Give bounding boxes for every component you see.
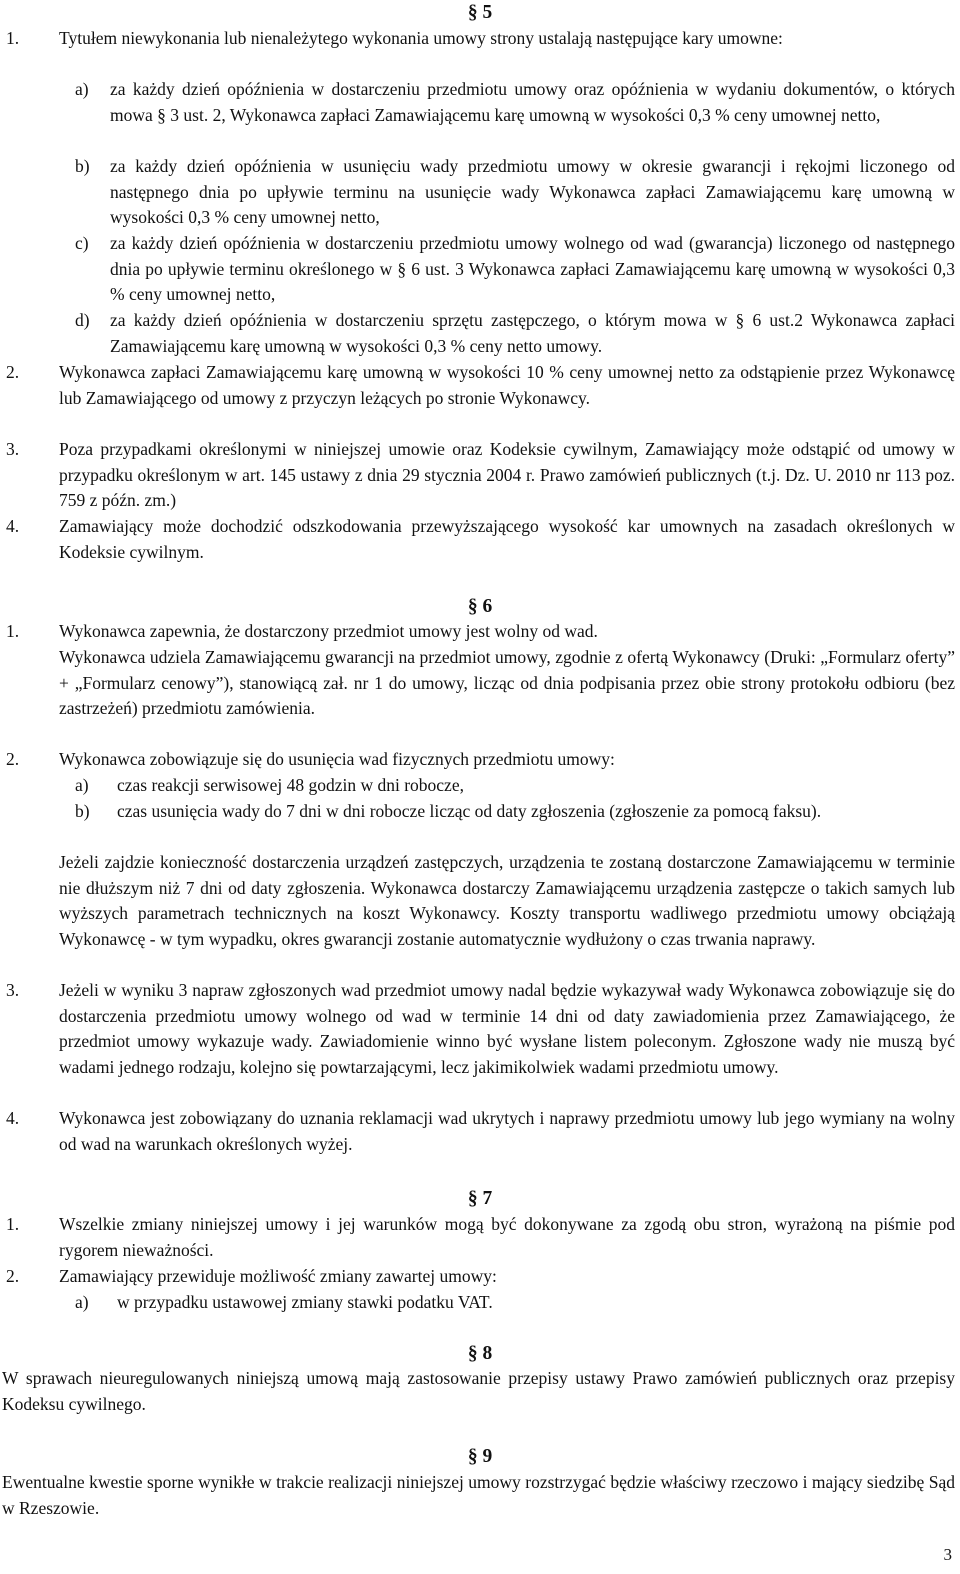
section-9-title: § 9 (467, 1446, 493, 1467)
s6-item-2b-label: b) (75, 801, 90, 821)
s7-item-2a-label: a) (75, 1292, 89, 1312)
s7-item-1-number: 1. (6, 1214, 20, 1234)
section-6-title: § 6 (467, 596, 493, 617)
s5-item-1-number: 1. (6, 28, 20, 48)
section-5-title: § 5 (467, 2, 493, 23)
s6-item-2-text-2: Jeżeli zajdzie konieczność dostarczenia urządzeń zastępczych, urządzenia te zostaną dostarczone Zamawiającemu w terminie nie dłuższym niż 7 dni od daty zgłoszenia. Wykonawca dostarczy Zamawiającemu urządzenia zastępcze o takich samych lub wyższych parametrach technicznych na koszt Wykonawcy. Koszty transportu wadliwego przedmiotu umowy obciążają Wykonawcę - w tym wypadku, okres gwarancji zostanie automatycznie wydłużony o czas trwania naprawy. (59, 852, 955, 949)
s6-item-2-number: 2. (6, 749, 20, 769)
s7-item-2-text: Zamawiający przewiduje możliwość zmiany zawartej umowy: (59, 1266, 497, 1286)
s5-item-2-number: 2. (6, 362, 20, 382)
s6-item-4-number: 4. (6, 1108, 20, 1128)
s5-item-1d-text: za każdy dzień opóźnienia w dostarczeniu sprzętu zastępczego, o którym mowa w § 6 ust.2 Wykonawca zapłaci Zamawiającemu karę umowną w wysokości 0,3 % ceny netto umowy. (110, 310, 955, 356)
s6-item-3-number: 3. (6, 980, 20, 1000)
s8-text: W sprawach nieuregulowanych niniejszą umową mają zastosowanie przepisy ustawy Prawo zamówień publicznych oraz przepisy Kodeksu cywilnego. (2, 1368, 955, 1414)
s5-item-2-text: Wykonawca zapłaci Zamawiającemu karę umowną w wysokości 10 % ceny umownej netto za odstąpienie przez Wykonawcę lub Zamawiającego od umowy z przyczyn leżących po stronie Wykonawcy. (59, 362, 955, 408)
s6-item-1-text-2: Wykonawca udziela Zamawiającemu gwarancji na przedmiot umowy, zgodnie z ofertą Wykonawcy (Druki: „Formularz oferty” + „Formularz cenowy”), stanowiącą zał. nr 1 do umowy, licząc od dnia podpisania przez obie strony protokołu odbioru (bez zastrzeżeń) przedmiotu zamówienia. (59, 647, 955, 719)
s6-item-1-number: 1. (6, 621, 20, 641)
s5-item-1c-label: c) (75, 233, 89, 253)
s6-item-1-text: Wykonawca zapewnia, że dostarczony przedmiot umowy jest wolny od wad. (59, 621, 598, 641)
s6-item-3-text: Jeżeli w wyniku 3 napraw zgłoszonych wad przedmiot umowy nadal będzie wykazywał wady Wykonawca zobowiązuje się do dostarczenia przedmiotu umowy wolnego od wad w terminie 14 dni od daty zawiadomienia przez Zamawiającego, że przedmiot umowy wykazuje wady. Zawiadomienie winno być wysłane listem poleconym. Zgłoszone wady nie muszą być wadami jednego rodzaju, kolejno się powtarzającymi, lecz jakimikolwiek wadami przedmiotu umowy. (59, 980, 955, 1077)
s5-item-1a-text: za każdy dzień opóźnienia w dostarczeniu przedmiotu umowy oraz opóźnienia w wydaniu dokumentów, o których mowa § 3 ust. 2, Wykonawca zapłaci Zamawiającemu karę umowną w wysokości 0,3 % ceny umownej netto, (110, 79, 955, 125)
section-8-title: § 8 (467, 1343, 493, 1364)
s5-item-4-number: 4. (6, 516, 20, 536)
s5-item-4-text: Zamawiający może dochodzić odszkodowania przewyższającego wysokość kar umownych na zasadach określonych w Kodeksie cywilnym. (59, 516, 955, 562)
page-number: 3 (943, 1545, 952, 1564)
s7-item-1-text: Wszelkie zmiany niniejszej umowy i jej warunków mogą być dokonywane za zgodą obu stron, wyrażoną na piśmie pod rygorem nieważności. (59, 1214, 955, 1260)
s6-item-2-text: Wykonawca zobowiązuje się do usunięcia wad fizycznych przedmiotu umowy: (59, 749, 615, 769)
s5-item-1b-label: b) (75, 156, 90, 176)
s7-item-2-number: 2. (6, 1266, 20, 1286)
s5-item-1c-text: za każdy dzień opóźnienia w dostarczeniu przedmiotu umowy wolnego od wad (gwarancja) liczonego od następnego dnia po upływie terminu określonego w § 6 ust. 3 Wykonawca zapłaci Zamawiającemu karę umowną w wysokości 0,3 % ceny umownej netto, (110, 233, 955, 305)
s5-item-3-number: 3. (6, 439, 20, 459)
s7-item-2a-text: w przypadku ustawowej zmiany stawki podatku VAT. (117, 1292, 493, 1312)
s5-item-1d-label: d) (75, 310, 90, 330)
s5-item-1b-text: za każdy dzień opóźnienia w usunięciu wady przedmiotu umowy w okresie gwarancji i rękojmi liczonego od następnego dnia po upływie terminu na usunięcie wady Wykonawca zapłaci Zamawiającemu karę umowną w wysokości 0,3 % ceny umownej netto, (110, 156, 955, 228)
s5-item-3-text: Poza przypadkami określonymi w niniejszej umowie oraz Kodeksie cywilnym, Zamawiający może odstąpić od umowy w przypadku określonym w art. 145 ustawy z dnia 29 stycznia 2004 r. Prawo zamówień publicznych (t.j. Dz. U. 2010 nr 113 poz. 759 z późn. zm.) (59, 439, 955, 511)
s5-item-1a-label: a) (75, 79, 89, 99)
s6-item-2a-text: czas reakcji serwisowej 48 godzin w dni robocze, (117, 775, 464, 795)
section-7-title: § 7 (467, 1188, 493, 1209)
s6-item-2a-label: a) (75, 775, 89, 795)
s5-item-1-text: Tytułem niewykonania lub nienależytego wykonania umowy strony ustalają następujące kary umowne: (59, 28, 783, 48)
s9-text: Ewentualne kwestie sporne wynikłe w trakcie realizacji niniejszej umowy rozstrzygać będzie właściwy rzeczowo i mający siedzibę Sąd w Rzeszowie. (2, 1472, 955, 1518)
s6-item-2b-text: czas usunięcia wady do 7 dni w dni robocze licząc od daty zgłoszenia (zgłoszenie za pomocą faksu). (117, 801, 822, 821)
s6-item-4-text: Wykonawca jest zobowiązany do uznania reklamacji wad ukrytych i naprawy przedmiotu umowy lub jego wymiany na wolny od wad na warunkach określonych wyżej. (59, 1108, 955, 1154)
